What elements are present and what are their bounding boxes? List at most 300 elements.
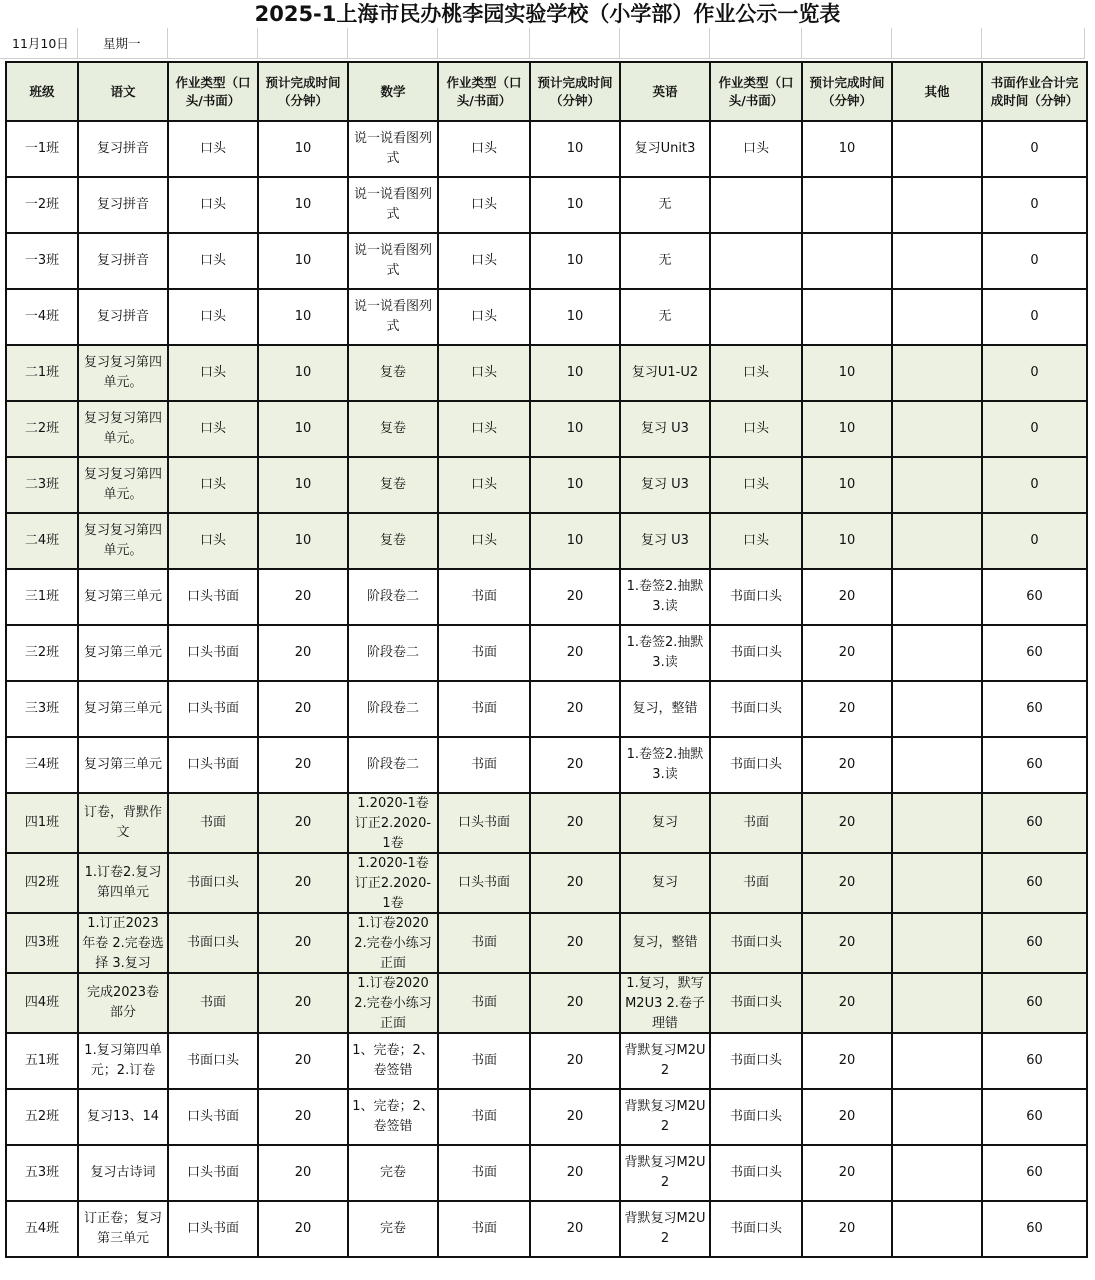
cell-other[interactable]: [892, 793, 982, 853]
cell-english-time[interactable]: [802, 569, 892, 625]
cell-text: 五1班: [24, 1053, 60, 1068]
cell-english[interactable]: [620, 853, 710, 913]
cell-math[interactable]: [348, 401, 438, 457]
cell-english-type[interactable]: [710, 853, 802, 913]
cell-chinese[interactable]: [78, 793, 168, 853]
cell-english-type[interactable]: [710, 737, 802, 793]
cell-text: 书面: [470, 935, 497, 950]
cell-other[interactable]: [892, 121, 982, 177]
cell-english[interactable]: [620, 681, 710, 737]
cell-english-type[interactable]: [710, 569, 802, 625]
date-cell[interactable]: 11月10日: [0, 28, 78, 59]
header-chinese-time[interactable]: 预计完成时间（分钟）: [258, 62, 348, 121]
cell-math-type[interactable]: [438, 1089, 530, 1145]
cell-math[interactable]: [348, 289, 438, 345]
cell-other[interactable]: [892, 1145, 982, 1201]
cell-english-type[interactable]: [710, 513, 802, 569]
cell-english[interactable]: [620, 513, 710, 569]
cell-english-time[interactable]: [802, 121, 892, 177]
cell-english[interactable]: [620, 1089, 710, 1145]
cell-chinese-time[interactable]: [258, 513, 348, 569]
cell-chinese[interactable]: [78, 1089, 168, 1145]
cell-class[interactable]: [6, 457, 78, 513]
cell-chinese-type[interactable]: [168, 737, 258, 793]
cell-chinese-type[interactable]: [168, 401, 258, 457]
cell-chinese-type[interactable]: [168, 345, 258, 401]
cell-math-time[interactable]: [530, 401, 620, 457]
cell-chinese[interactable]: [78, 289, 168, 345]
cell-math-type[interactable]: [438, 853, 530, 913]
cell-class[interactable]: [6, 913, 78, 973]
cell-text: 口头: [470, 421, 497, 436]
cell-math-type[interactable]: [438, 681, 530, 737]
cell-math[interactable]: [348, 1201, 438, 1257]
blank-cell[interactable]: [258, 28, 348, 59]
cell-math[interactable]: [348, 793, 438, 853]
cell-english-time[interactable]: [802, 513, 892, 569]
cell-text: 书面: [470, 1109, 497, 1124]
header-math[interactable]: 数学: [348, 62, 438, 121]
cell-chinese-time[interactable]: [258, 737, 348, 793]
cell-math-time[interactable]: [530, 681, 620, 737]
table-row: [6, 513, 1087, 569]
cell-math-type[interactable]: [438, 513, 530, 569]
cell-english-time[interactable]: [802, 913, 892, 973]
cell-text: 二1班: [24, 365, 60, 380]
cell-math[interactable]: [348, 121, 438, 177]
cell-other[interactable]: [892, 457, 982, 513]
cell-math-time[interactable]: [530, 913, 620, 973]
cell-chinese-time[interactable]: [258, 401, 348, 457]
cell-text: 口头: [470, 477, 497, 492]
cell-text: 复习复习第四单元。: [83, 355, 162, 390]
cell-chinese-time[interactable]: [258, 1033, 348, 1089]
blank-cell[interactable]: [438, 28, 530, 59]
cell-english-type[interactable]: [710, 913, 802, 973]
cell-chinese-type[interactable]: [168, 121, 258, 177]
cell-math-type[interactable]: [438, 569, 530, 625]
cell-chinese[interactable]: [78, 853, 168, 913]
cell-chinese[interactable]: [78, 345, 168, 401]
cell-chinese-time[interactable]: [258, 681, 348, 737]
cell-other[interactable]: [892, 513, 982, 569]
cell-math-type[interactable]: [438, 345, 530, 401]
cell-math-type[interactable]: [438, 1033, 530, 1089]
cell-english[interactable]: [620, 233, 710, 289]
cell-class[interactable]: [6, 1089, 78, 1145]
cell-text: 书面口头: [186, 935, 239, 950]
header-class[interactable]: 班级: [6, 62, 78, 121]
cell-text: 20: [566, 995, 584, 1010]
cell-class[interactable]: [6, 121, 78, 177]
cell-math-time[interactable]: [530, 853, 620, 913]
cell-math[interactable]: [348, 569, 438, 625]
cell-english-time[interactable]: [802, 457, 892, 513]
cell-math-type[interactable]: [438, 625, 530, 681]
cell-total-time[interactable]: [982, 289, 1087, 345]
cell-total-time[interactable]: [982, 853, 1087, 913]
cell-english-type[interactable]: [710, 1033, 802, 1089]
cell-text: 20: [294, 589, 312, 604]
cell-class[interactable]: [6, 233, 78, 289]
header-other[interactable]: 其他: [892, 62, 982, 121]
cell-total-time[interactable]: [982, 121, 1087, 177]
cell-english-type[interactable]: [710, 973, 802, 1033]
cell-english-time[interactable]: [802, 289, 892, 345]
cell-math-time[interactable]: [530, 1145, 620, 1201]
cell-math-time[interactable]: [530, 1089, 620, 1145]
cell-chinese-time[interactable]: [258, 913, 348, 973]
cell-english-time[interactable]: [802, 177, 892, 233]
cell-english[interactable]: [620, 793, 710, 853]
cell-english[interactable]: [620, 345, 710, 401]
header-math-time[interactable]: 预计完成时间（分钟）: [530, 62, 620, 121]
cell-english-type[interactable]: [710, 681, 802, 737]
cell-english[interactable]: [620, 121, 710, 177]
cell-math-time[interactable]: [530, 625, 620, 681]
cell-chinese-time[interactable]: [258, 121, 348, 177]
cell-english[interactable]: [620, 913, 710, 973]
cell-chinese-time[interactable]: [258, 625, 348, 681]
cell-chinese[interactable]: [78, 233, 168, 289]
cell-english-type[interactable]: [710, 793, 802, 853]
cell-english-type[interactable]: [710, 177, 802, 233]
cell-text: 完卷: [379, 1221, 406, 1236]
cell-chinese-type[interactable]: [168, 973, 258, 1033]
cell-text: 1.卷签2.抽默3.读: [626, 635, 704, 670]
cell-english[interactable]: [620, 569, 710, 625]
cell-class[interactable]: [6, 793, 78, 853]
cell-chinese[interactable]: [78, 457, 168, 513]
blank-cell[interactable]: [892, 28, 982, 59]
cell-math-type[interactable]: [438, 457, 530, 513]
cell-english-time[interactable]: [802, 681, 892, 737]
header-math-type[interactable]: 作业类型（口头/书面）: [438, 62, 530, 121]
cell-class[interactable]: [6, 737, 78, 793]
cell-english-type[interactable]: [710, 401, 802, 457]
cell-math-type[interactable]: [438, 121, 530, 177]
cell-class[interactable]: [6, 1033, 78, 1089]
cell-chinese-type[interactable]: [168, 177, 258, 233]
cell-math[interactable]: [348, 513, 438, 569]
cell-chinese[interactable]: [78, 737, 168, 793]
cell-chinese[interactable]: [78, 625, 168, 681]
cell-math-time[interactable]: [530, 973, 620, 1033]
cell-total-time[interactable]: [982, 973, 1087, 1033]
cell-math[interactable]: [348, 1089, 438, 1145]
cell-other[interactable]: [892, 345, 982, 401]
cell-chinese[interactable]: [78, 121, 168, 177]
cell-other[interactable]: [892, 401, 982, 457]
cell-math-time[interactable]: [530, 457, 620, 513]
cell-english-time[interactable]: [802, 1201, 892, 1257]
cell-english-type[interactable]: [710, 457, 802, 513]
cell-chinese-time[interactable]: [258, 233, 348, 289]
cell-math-time[interactable]: [530, 233, 620, 289]
cell-text: 10: [566, 477, 584, 492]
cell-text: 10: [838, 421, 856, 436]
cell-text: 口头书面: [186, 645, 239, 660]
cell-text: 说一说看图列式: [353, 131, 432, 166]
cell-class[interactable]: [6, 177, 78, 233]
cell-english-time[interactable]: [802, 1089, 892, 1145]
cell-chinese-type[interactable]: [168, 793, 258, 853]
cell-english-type[interactable]: [710, 345, 802, 401]
cell-math-time[interactable]: [530, 569, 620, 625]
cell-other[interactable]: [892, 973, 982, 1033]
cell-text: 一1班: [24, 141, 60, 156]
header-english-time[interactable]: 预计完成时间（分钟）: [802, 62, 892, 121]
table-row: [6, 625, 1087, 681]
cell-english-type[interactable]: [710, 233, 802, 289]
cell-chinese-type[interactable]: [168, 1089, 258, 1145]
cell-english[interactable]: [620, 737, 710, 793]
cell-chinese-time[interactable]: [258, 793, 348, 853]
cell-english-type[interactable]: [710, 625, 802, 681]
cell-chinese-time[interactable]: [258, 853, 348, 913]
cell-english[interactable]: [620, 289, 710, 345]
cell-other[interactable]: [892, 737, 982, 793]
cell-total-time[interactable]: [982, 233, 1087, 289]
cell-math-type[interactable]: [438, 401, 530, 457]
cell-total-time[interactable]: [982, 737, 1087, 793]
cell-chinese[interactable]: [78, 681, 168, 737]
cell-chinese-type[interactable]: [168, 853, 258, 913]
cell-english[interactable]: [620, 401, 710, 457]
cell-english-type[interactable]: [710, 1145, 802, 1201]
cell-chinese-type[interactable]: [168, 289, 258, 345]
header-total-time[interactable]: 书面作业合计完成时间（分钟）: [982, 62, 1087, 121]
cell-english[interactable]: [620, 457, 710, 513]
cell-chinese-type[interactable]: [168, 233, 258, 289]
cell-english[interactable]: [620, 973, 710, 1033]
cell-english-time[interactable]: [802, 401, 892, 457]
cell-chinese-type[interactable]: [168, 569, 258, 625]
cell-english[interactable]: [620, 177, 710, 233]
cell-math-time[interactable]: [530, 177, 620, 233]
cell-text: 20: [566, 701, 584, 716]
cell-math-time[interactable]: [530, 121, 620, 177]
cell-other[interactable]: [892, 853, 982, 913]
cell-class[interactable]: [6, 345, 78, 401]
cell-math-type[interactable]: [438, 233, 530, 289]
cell-text: 10: [838, 533, 856, 548]
cell-class[interactable]: [6, 625, 78, 681]
cell-math[interactable]: [348, 1145, 438, 1201]
cell-other[interactable]: [892, 681, 982, 737]
cell-total-time[interactable]: [982, 681, 1087, 737]
cell-other[interactable]: [892, 913, 982, 973]
cell-math-time[interactable]: [530, 289, 620, 345]
cell-text: 10: [838, 477, 856, 492]
cell-text: 订卷，背默作文: [83, 805, 162, 840]
cell-math[interactable]: [348, 913, 438, 973]
cell-math-time[interactable]: [530, 1201, 620, 1257]
cell-text: 口头: [742, 421, 769, 436]
cell-chinese-type[interactable]: [168, 625, 258, 681]
cell-total-time[interactable]: [982, 569, 1087, 625]
cell-other[interactable]: [892, 1033, 982, 1089]
table-row: [6, 737, 1087, 793]
cell-math-type[interactable]: [438, 793, 530, 853]
cell-chinese-type[interactable]: [168, 681, 258, 737]
cell-english-time[interactable]: [802, 625, 892, 681]
cell-chinese[interactable]: [78, 569, 168, 625]
cell-math[interactable]: [348, 1033, 438, 1089]
cell-class[interactable]: [6, 401, 78, 457]
cell-math[interactable]: [348, 177, 438, 233]
blank-cell[interactable]: [530, 28, 620, 59]
cell-total-time[interactable]: [982, 1089, 1087, 1145]
cell-english-time[interactable]: [802, 233, 892, 289]
cell-total-time[interactable]: [982, 625, 1087, 681]
cell-english-time[interactable]: [802, 853, 892, 913]
cell-text: 说一说看图列式: [353, 299, 432, 334]
cell-english-type[interactable]: [710, 289, 802, 345]
blank-cell[interactable]: [168, 28, 258, 59]
cell-chinese-type[interactable]: [168, 513, 258, 569]
cell-math-time[interactable]: [530, 1033, 620, 1089]
cell-text: 背默复习M2U2: [624, 1155, 706, 1190]
cell-chinese-time[interactable]: [258, 289, 348, 345]
cell-class[interactable]: [6, 289, 78, 345]
cell-other[interactable]: [892, 233, 982, 289]
cell-chinese-time[interactable]: [258, 973, 348, 1033]
cell-chinese-time[interactable]: [258, 177, 348, 233]
cell-english-time[interactable]: [802, 1033, 892, 1089]
cell-chinese-time[interactable]: [258, 345, 348, 401]
cell-math[interactable]: [348, 973, 438, 1033]
cell-total-time[interactable]: [982, 177, 1087, 233]
cell-chinese-time[interactable]: [258, 1089, 348, 1145]
cell-total-time[interactable]: [982, 1201, 1087, 1257]
cell-english-time[interactable]: [802, 1145, 892, 1201]
cell-chinese[interactable]: [78, 401, 168, 457]
table-row: [6, 289, 1087, 345]
cell-math[interactable]: [348, 457, 438, 513]
cell-total-time[interactable]: [982, 457, 1087, 513]
cell-math-type[interactable]: [438, 1145, 530, 1201]
cell-chinese-type[interactable]: [168, 1145, 258, 1201]
cell-chinese-time[interactable]: [258, 457, 348, 513]
cell-chinese[interactable]: [78, 1201, 168, 1257]
cell-text: 60: [1026, 589, 1043, 604]
cell-english[interactable]: [620, 625, 710, 681]
cell-chinese-type[interactable]: [168, 1033, 258, 1089]
cell-chinese[interactable]: [78, 973, 168, 1033]
cell-chinese-time[interactable]: [258, 1145, 348, 1201]
cell-math[interactable]: [348, 737, 438, 793]
cell-class[interactable]: [6, 973, 78, 1033]
cell-english[interactable]: [620, 1033, 710, 1089]
cell-math[interactable]: [348, 853, 438, 913]
cell-english-type[interactable]: [710, 1089, 802, 1145]
cell-total-time[interactable]: [982, 793, 1087, 853]
header-chinese[interactable]: 语文: [78, 62, 168, 121]
cell-chinese[interactable]: [78, 513, 168, 569]
cell-math-type[interactable]: [438, 289, 530, 345]
cell-other[interactable]: [892, 289, 982, 345]
cell-other[interactable]: [892, 1201, 982, 1257]
weekday-cell[interactable]: 星期一: [78, 28, 168, 59]
cell-math-type[interactable]: [438, 737, 530, 793]
cell-class[interactable]: [6, 1201, 78, 1257]
cell-text: 1.卷签2.抽默3.读: [626, 579, 704, 614]
cell-chinese-time[interactable]: [258, 1201, 348, 1257]
cell-chinese-type[interactable]: [168, 913, 258, 973]
blank-cell[interactable]: [348, 28, 438, 59]
cell-math[interactable]: [348, 625, 438, 681]
cell-english[interactable]: [620, 1201, 710, 1257]
cell-class[interactable]: [6, 569, 78, 625]
table-row: [6, 233, 1087, 289]
cell-english[interactable]: [620, 1145, 710, 1201]
cell-other[interactable]: [892, 177, 982, 233]
blank-cell[interactable]: [710, 28, 802, 59]
header-english[interactable]: 英语: [620, 62, 710, 121]
cell-chinese-time[interactable]: [258, 569, 348, 625]
cell-english-type[interactable]: [710, 1201, 802, 1257]
cell-total-time[interactable]: [982, 1145, 1087, 1201]
cell-other[interactable]: [892, 625, 982, 681]
blank-cell[interactable]: [982, 28, 1085, 59]
cell-math-type[interactable]: [438, 177, 530, 233]
cell-class[interactable]: [6, 681, 78, 737]
cell-chinese-type[interactable]: [168, 457, 258, 513]
cell-text: 10: [566, 365, 584, 380]
blank-cell[interactable]: [620, 28, 710, 59]
cell-math-time[interactable]: [530, 793, 620, 853]
cell-other[interactable]: [892, 1089, 982, 1145]
cell-text: 20: [566, 1109, 584, 1124]
cell-math[interactable]: [348, 233, 438, 289]
cell-english-time[interactable]: [802, 793, 892, 853]
blank-cell[interactable]: [802, 28, 892, 59]
header-chinese-type[interactable]: 作业类型（口头/书面）: [168, 62, 258, 121]
cell-math-type[interactable]: [438, 913, 530, 973]
cell-text: 复卷: [379, 533, 406, 548]
cell-english-time[interactable]: [802, 973, 892, 1033]
cell-math-time[interactable]: [530, 513, 620, 569]
cell-text: 书面口头: [729, 935, 782, 950]
cell-total-time[interactable]: [982, 1033, 1087, 1089]
cell-class[interactable]: [6, 513, 78, 569]
cell-chinese-type[interactable]: [168, 1201, 258, 1257]
cell-chinese[interactable]: [78, 1145, 168, 1201]
cell-english-time[interactable]: [802, 345, 892, 401]
cell-class[interactable]: [6, 1145, 78, 1201]
cell-math-time[interactable]: [530, 737, 620, 793]
cell-math-type[interactable]: [438, 973, 530, 1033]
cell-total-time[interactable]: [982, 513, 1087, 569]
cell-math-time[interactable]: [530, 345, 620, 401]
cell-chinese[interactable]: [78, 177, 168, 233]
cell-chinese[interactable]: [78, 1033, 168, 1089]
cell-total-time[interactable]: [982, 345, 1087, 401]
cell-math[interactable]: [348, 681, 438, 737]
header-english-type[interactable]: 作业类型（口头/书面）: [710, 62, 802, 121]
cell-class[interactable]: [6, 853, 78, 913]
cell-text: 20: [566, 875, 584, 890]
cell-total-time[interactable]: [982, 913, 1087, 973]
cell-english-type[interactable]: [710, 121, 802, 177]
cell-english-time[interactable]: [802, 737, 892, 793]
cell-other[interactable]: [892, 569, 982, 625]
cell-total-time[interactable]: [982, 401, 1087, 457]
cell-math[interactable]: [348, 345, 438, 401]
cell-chinese[interactable]: [78, 913, 168, 973]
cell-math-type[interactable]: [438, 1201, 530, 1257]
